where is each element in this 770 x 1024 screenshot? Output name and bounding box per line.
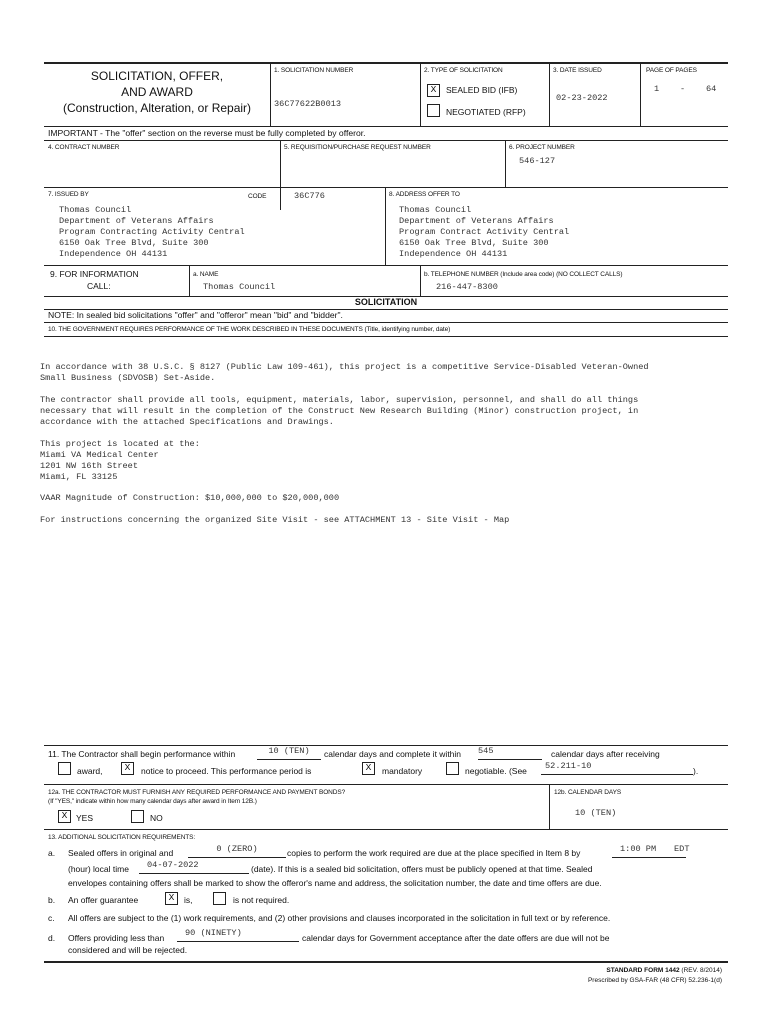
divider — [189, 265, 190, 296]
form-title-line: AND AWARD — [121, 85, 193, 99]
divider — [44, 336, 728, 337]
guarantee-is-not-checkbox[interactable] — [213, 892, 226, 905]
mandatory-checkbox[interactable] — [362, 762, 375, 775]
copies-value: 0 (ZERO) — [216, 844, 258, 854]
sealed-bid-checkbox[interactable] — [427, 84, 440, 97]
body-paragraph: In accordance with 38 U.S.C. § 8127 (Public Law 109-461), this project is a competitive Service-Disabled Veteran-Owned Small Business (SDVOSB) Set-Aside. — [40, 362, 649, 383]
note-text: NOTE: In sealed bid solicitations "offer" and "offeror" mean "bid" and "bidder". — [48, 310, 343, 320]
due-date-field[interactable] — [139, 862, 249, 874]
divider — [44, 322, 728, 323]
project-number-label: 6. PROJECT NUMBER — [509, 144, 575, 151]
complete-days-value: 545 — [478, 746, 494, 756]
item-11-close: ). — [693, 766, 699, 776]
item-11-text: calendar days after receiving — [551, 749, 660, 759]
due-date-value: 04-07-2022 — [147, 860, 199, 870]
negotiable-checkbox[interactable] — [446, 762, 459, 775]
date-issued-label: 3. DATE ISSUED — [553, 67, 602, 74]
magnitude-of-construction: VAAR Magnitude of Construction: $10,000,000 to $20,000,000 — [40, 493, 340, 503]
award-label: award, — [77, 766, 103, 776]
form-revision: (REV. 8/2014) — [681, 967, 722, 974]
item-13d-text: Offers providing less than — [68, 933, 165, 943]
calendar-days-label: 12b. CALENDAR DAYS — [554, 789, 622, 796]
item-10-label-main: 10. THE GOVERNMENT REQUIRES PERFORMANCE OF THE WORK DESCRIBED IN THESE DOCUMENTS — [48, 326, 363, 333]
form-name: STANDARD FORM 1442 — [606, 967, 680, 974]
due-time-value: 1:00 PM — [620, 844, 657, 854]
guarantee-is-label: is, — [184, 895, 193, 905]
begin-days-field[interactable] — [257, 748, 321, 760]
negotiable-label: negotiable. (See — [465, 766, 527, 776]
address-offer-to-address: Thomas Council Department of Veterans Affairs Program Contract Activity Central 6150 Oak Tree Blvd, Suite 300 Independence OH 44131 — [399, 205, 570, 259]
name-label: a. NAME — [193, 271, 219, 278]
telephone-label: b. TELEPHONE NUMBER (Include area code) (NO COLLECT CALLS) — [424, 271, 623, 278]
checkbox-mark: X — [430, 84, 437, 95]
divider — [44, 265, 728, 266]
form-bottom-border — [44, 961, 728, 963]
issued-by-label: 7. ISSUED BY — [48, 191, 89, 198]
project-location: This project is located at the: Miami VA Medical Center 1201 NW 16th Street Miami, FL 33125 — [40, 439, 200, 482]
divider — [280, 140, 281, 187]
date-issued-field[interactable]: 02-23-2022 — [556, 93, 608, 103]
issued-by-address: Thomas Council Department of Veterans Affairs Program Contracting Activity Central 6150 Oak Tree Blvd, Suite 300 Independence OH 44131 — [59, 205, 245, 259]
checkbox-mark: X — [168, 892, 175, 903]
bonds-yes-label: YES — [76, 813, 94, 823]
item-13b-text: An offer guarantee — [68, 895, 139, 905]
bonds-no-checkbox[interactable] — [131, 810, 144, 823]
contact-name-field[interactable]: Thomas Council — [203, 282, 276, 292]
item-13a-text: copies to perform the work required are due at the place specified in Item 8 by — [287, 848, 581, 858]
bonds-label: 12a. THE CONTRACTOR MUST FURNISH ANY REQUIRED PERFORMANCE AND PAYMENT BONDS? — [48, 789, 346, 796]
begin-days-value: 10 (TEN) — [268, 746, 310, 756]
page-of-pages-label: PAGE OF PAGES — [646, 67, 697, 74]
item-10-label — [48, 326, 450, 333]
page-number: 1 — [654, 84, 660, 94]
divider — [270, 62, 271, 126]
negotiated-checkbox[interactable] — [427, 104, 440, 117]
item-letter: a. — [48, 848, 56, 858]
divider — [640, 62, 641, 126]
item-13a-text: Sealed offers in original and — [68, 848, 174, 858]
guarantee-is-checkbox[interactable] — [165, 892, 178, 905]
checkbox-mark: X — [61, 810, 68, 821]
guarantee-is-not-label: is not required. — [233, 895, 290, 905]
code-label: CODE — [248, 193, 267, 200]
divider — [44, 829, 728, 830]
prescribed-by: Prescribed by GSA-FAR (48 CFR) 52.236-1(d) — [587, 977, 722, 984]
item-13c-text: All offers are subject to the (1) work requirements, and (2) other provisions and clauses incorporated in the solicitation in full text or by reference. — [68, 913, 611, 923]
call-label: CALL: — [87, 281, 111, 291]
divider — [549, 784, 550, 829]
see-clause-value: 52.211-10 — [545, 761, 592, 771]
time-zone: EDT — [674, 844, 690, 854]
bonds-yes-checkbox[interactable] — [58, 810, 71, 823]
project-number-field[interactable]: 546-127 — [519, 156, 556, 166]
item-letter: b. — [48, 895, 56, 905]
requisition-number-label: 5. REQUISITION/PURCHASE REQUEST NUMBER — [284, 144, 431, 151]
notice-to-proceed-label: notice to proceed. This performance period is — [141, 766, 312, 776]
item-13a-text: (date). If this is a sealed bid solicitation, offers must be publicly opened at that time. Sealed — [251, 864, 593, 874]
additional-requirements-label: 13. ADDITIONAL SOLICITATION REQUIREMENTS: — [48, 834, 196, 841]
divider — [44, 126, 728, 127]
mandatory-label: mandatory — [382, 766, 423, 776]
bonds-no-label: NO — [150, 813, 163, 823]
body-paragraph: The contractor shall provide all tools, equipment, materials, labor, supervision, personnel, and shall do all things necessary that will result in the completion of the Construct New Research Building (Minor) construction project, in accordance with the attached Specifications and Drawings. — [40, 395, 639, 427]
solicitation-heading: SOLICITATION — [354, 297, 418, 307]
form-title-line: SOLICITATION, OFFER, — [90, 69, 224, 83]
divider — [280, 187, 281, 210]
calendar-days-field[interactable]: 10 (TEN) — [575, 808, 617, 818]
important-notice: IMPORTANT - The "offer" section on the reverse must be fully completed by offeror. — [48, 128, 366, 138]
item-13a-text: envelopes containing offers shall be marked to show the offeror's name and address, the solicitation number, the date and time offers are due. — [68, 878, 602, 888]
complete-days-field[interactable] — [478, 748, 542, 760]
checkbox-mark: X — [124, 762, 131, 773]
item-10-label-suffix: (Title, identifying number, date) — [364, 326, 451, 333]
item-13a-text: (hour) local time — [68, 864, 129, 874]
item-11-text: 11. The Contractor shall begin performance within — [48, 749, 236, 759]
form-top-border — [44, 62, 728, 64]
item-13d-text: considered and will be rejected. — [68, 945, 188, 955]
notice-to-proceed-checkbox[interactable] — [121, 762, 134, 775]
total-pages: 64 — [706, 84, 717, 94]
divider — [505, 140, 506, 187]
code-field[interactable]: 36C776 — [294, 191, 325, 201]
award-checkbox[interactable] — [58, 762, 71, 775]
form-title — [44, 68, 270, 116]
item-letter: d. — [48, 933, 56, 943]
telephone-field[interactable]: 216-447-8300 — [436, 282, 498, 292]
divider — [549, 62, 550, 126]
solicitation-number-field[interactable]: 36C77622B0013 — [274, 99, 342, 109]
divider — [44, 187, 728, 188]
see-clause-field[interactable] — [541, 763, 693, 775]
sealed-bid-label: SEALED BID (IFB) — [446, 85, 518, 95]
acceptance-days-field[interactable] — [177, 930, 299, 942]
item-13d-text: calendar days for Government acceptance after the date offers are due will not be — [302, 933, 610, 943]
form-number — [430, 967, 722, 974]
divider — [44, 140, 728, 141]
solicitation-number-label: 1. SOLICITATION NUMBER — [274, 67, 354, 74]
divider — [420, 62, 421, 126]
copies-field[interactable] — [188, 846, 286, 858]
divider — [385, 187, 386, 265]
divider — [44, 745, 728, 746]
divider — [420, 265, 421, 296]
for-information-label: 9. FOR INFORMATION — [50, 269, 139, 279]
bonds-sublabel: (If "YES," indicate within how many calendar days after award in Item 12B.) — [48, 798, 257, 805]
contract-number-label: 4. CONTRACT NUMBER — [48, 144, 120, 151]
checkbox-mark: X — [365, 762, 372, 773]
item-11-text: calendar days and complete it within — [324, 749, 462, 759]
site-visit-instructions: For instructions concerning the organized Site Visit - see ATTACHMENT 13 - Site Visit - Map — [40, 515, 510, 525]
type-of-solicitation-label: 2. TYPE OF SOLICITATION — [424, 67, 503, 74]
form-title-line: (Construction, Alteration, or Repair) — [62, 101, 252, 115]
acceptance-days-value: 90 (NINETY) — [185, 928, 242, 938]
page-separator: - — [680, 84, 686, 94]
address-offer-to-label: 8. ADDRESS OFFER TO — [389, 191, 460, 198]
divider — [44, 784, 728, 785]
negotiated-label: NEGOTIATED (RFP) — [446, 107, 526, 117]
item-letter: c. — [48, 913, 55, 923]
